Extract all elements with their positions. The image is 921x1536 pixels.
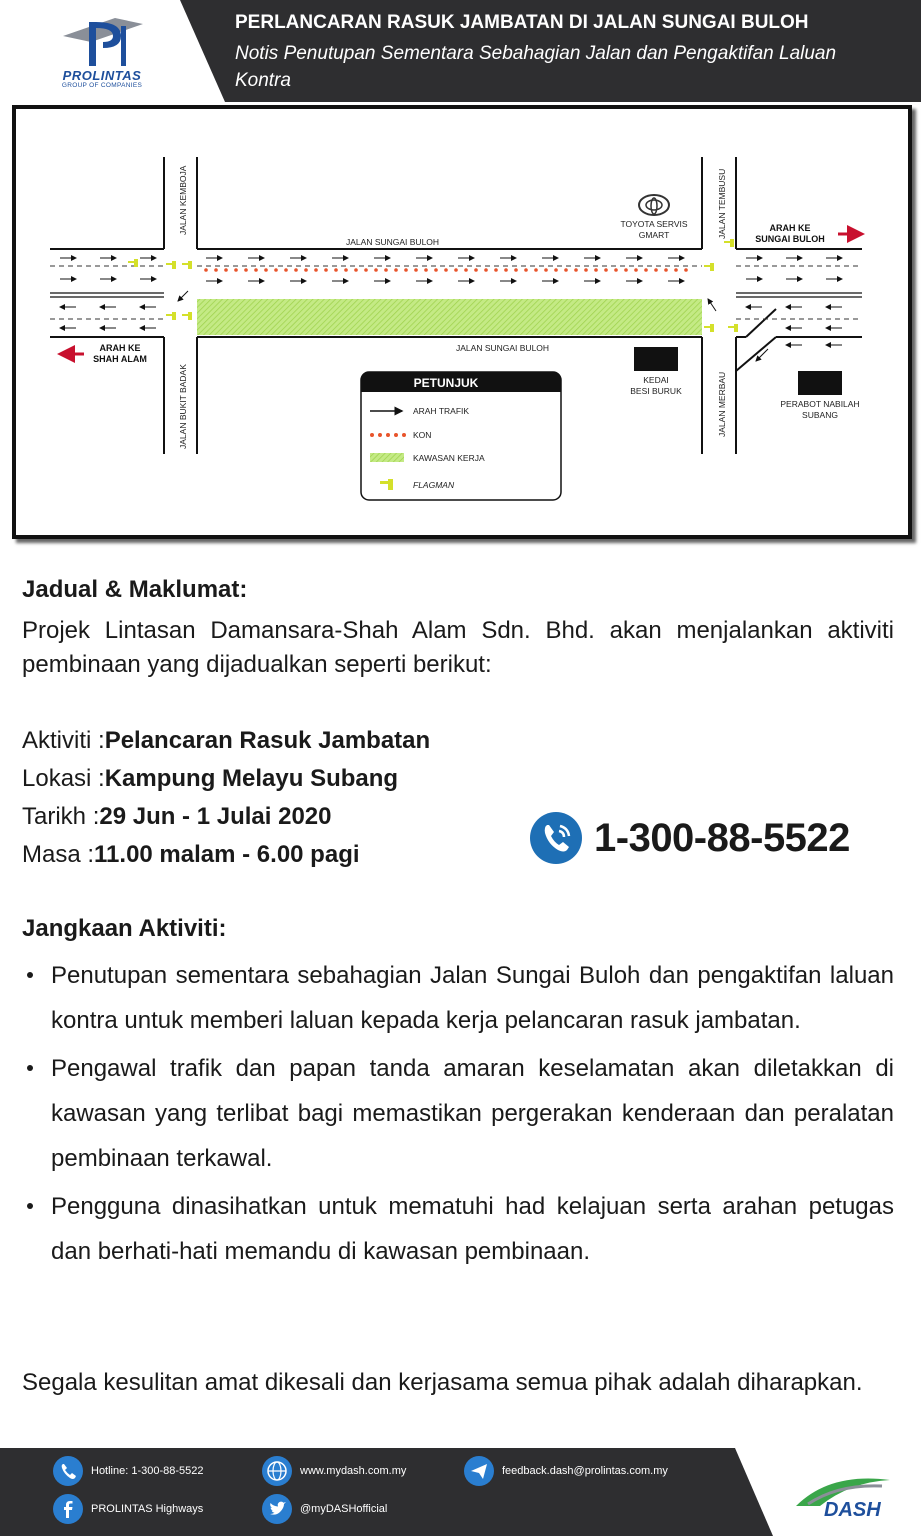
schedule-title: Jadual & Maklumat: (22, 576, 248, 603)
label-jalan-sungai-buloh-top: JALAN SUNGAI BULOH (346, 237, 440, 247)
label-kedai-1: KEDAI (643, 375, 669, 385)
label-toyota-1: TOYOTA SERVIS (620, 219, 688, 229)
phone-icon (53, 1456, 83, 1486)
bullet-dot (27, 1203, 33, 1209)
send-icon (464, 1456, 494, 1486)
label-perabot-1: PERABOT NABILAH (780, 399, 860, 409)
phone-icon (530, 812, 582, 864)
dash-logo-text: DASH (824, 1499, 881, 1520)
toyota-logo-icon (639, 195, 669, 215)
info-row-tarikh: Tarikh :29 Jun - 1 Julai 2020 (22, 803, 332, 830)
label-toyota-2: GMART (638, 230, 670, 240)
label-kedai-2: BESI BURUK (630, 386, 682, 396)
scope-list (22, 953, 894, 1277)
list-item: Pengguna dinasihatkan untuk mematuhi had kelajuan serta arahan petugas dan berhati-hati memandu di kawasan pembinaan. (22, 1184, 894, 1274)
label-jalan-merbau: JALAN MERBAU (717, 371, 727, 437)
hotline-block[interactable] (530, 810, 890, 866)
page-subtitle: Notis Penutupan Sementara Sebahagian Jalan dan Pengaktifan Laluan Kontra (235, 43, 837, 91)
globe-icon (262, 1456, 292, 1486)
legend-item-arah: ARAH TRAFIK (413, 406, 470, 416)
header-banner (0, 0, 921, 102)
traffic-map-svg (16, 109, 908, 535)
legend-box (361, 372, 561, 500)
prolintas-logo-icon (55, 10, 145, 70)
list-item: Pengawal trafik dan papan tanda amaran keselamatan akan diletakkan di kawasan yang terlibat bagi memastikan pergerakan kenderaan dan peralatan pembinaan terkawal. (22, 1046, 894, 1181)
label-arah-shah-alam-2: SHAH ALAM (93, 354, 147, 364)
info-row-lokasi: Lokasi :Kampung Melayu Subang (22, 765, 399, 792)
label-jalan-tembusu: JALAN TEMBUSU (717, 168, 727, 239)
hotline-number: 1-300-88-5522 (594, 816, 850, 860)
label-arah-sungai-buloh-1: ARAH KE (769, 223, 811, 233)
logo-tagline: GROUP OF COMPANIES (61, 82, 143, 89)
bullet-dot (27, 1065, 33, 1071)
info-row-masa: Masa :11.00 malam - 6.00 pagi (22, 841, 360, 868)
perabot-building (798, 371, 842, 395)
label-arah-sungai-buloh-2: SUNGAI BULOH (755, 234, 825, 244)
work-zone-area (197, 299, 702, 335)
page-title: PERLANCARAN RASUK JAMBATAN DI JALAN SUNGAI BULOH (235, 12, 809, 33)
footer: Hotline: 1-300-88-5522 www.mydash.com.my feedback.dash@prolintas.com.my PROLINTAS Highways @myDASHofficial (0, 1448, 921, 1536)
legend-item-flagman: FLAGMAN (413, 480, 455, 490)
schedule-intro: Projek Lintasan Damansara-Shah Alam Sdn. Bhd. akan menjalankan aktiviti pembinaan yang dijadualkan seperti berikut: (22, 617, 894, 678)
facebook-icon (53, 1494, 83, 1524)
logo-name: PROLINTAS (62, 68, 142, 83)
label-perabot-2: SUBANG (802, 410, 838, 420)
legend-title: PETUNJUK (413, 376, 479, 390)
traffic-diagram (12, 105, 912, 539)
dash-logo (790, 1470, 900, 1520)
legend-item-kon: KON (413, 430, 432, 440)
legend-work-zone-icon (370, 453, 404, 462)
label-jalan-bukit-badak: JALAN BUKIT BADAK (178, 364, 188, 449)
list-item: Penutupan sementara sebahagian Jalan Sungai Buloh dan pengaktifan laluan kontra untuk memberi laluan kepada kerja pelancaran rasuk jambatan. (22, 953, 894, 1043)
kedai-building (634, 347, 678, 371)
closing-text: Segala kesulitan amat dikesali dan kerjasama semua pihak adalah diharapkan. (22, 1369, 863, 1396)
label-arah-shah-alam-1: ARAH KE (99, 343, 141, 353)
label-jalan-sungai-buloh-bottom: JALAN SUNGAI BULOH (456, 343, 550, 353)
info-row-aktiviti: Aktiviti :Pelancaran Rasuk Jambatan (22, 727, 431, 754)
cone-line (204, 268, 688, 272)
legend-item-kawasan: KAWASAN KERJA (413, 453, 485, 463)
twitter-icon (262, 1494, 292, 1524)
bullet-dot (27, 972, 33, 978)
scope-title: Jangkaan Aktiviti: (22, 915, 227, 942)
label-jalan-kemboja: JALAN KEMBOJA (178, 165, 188, 235)
